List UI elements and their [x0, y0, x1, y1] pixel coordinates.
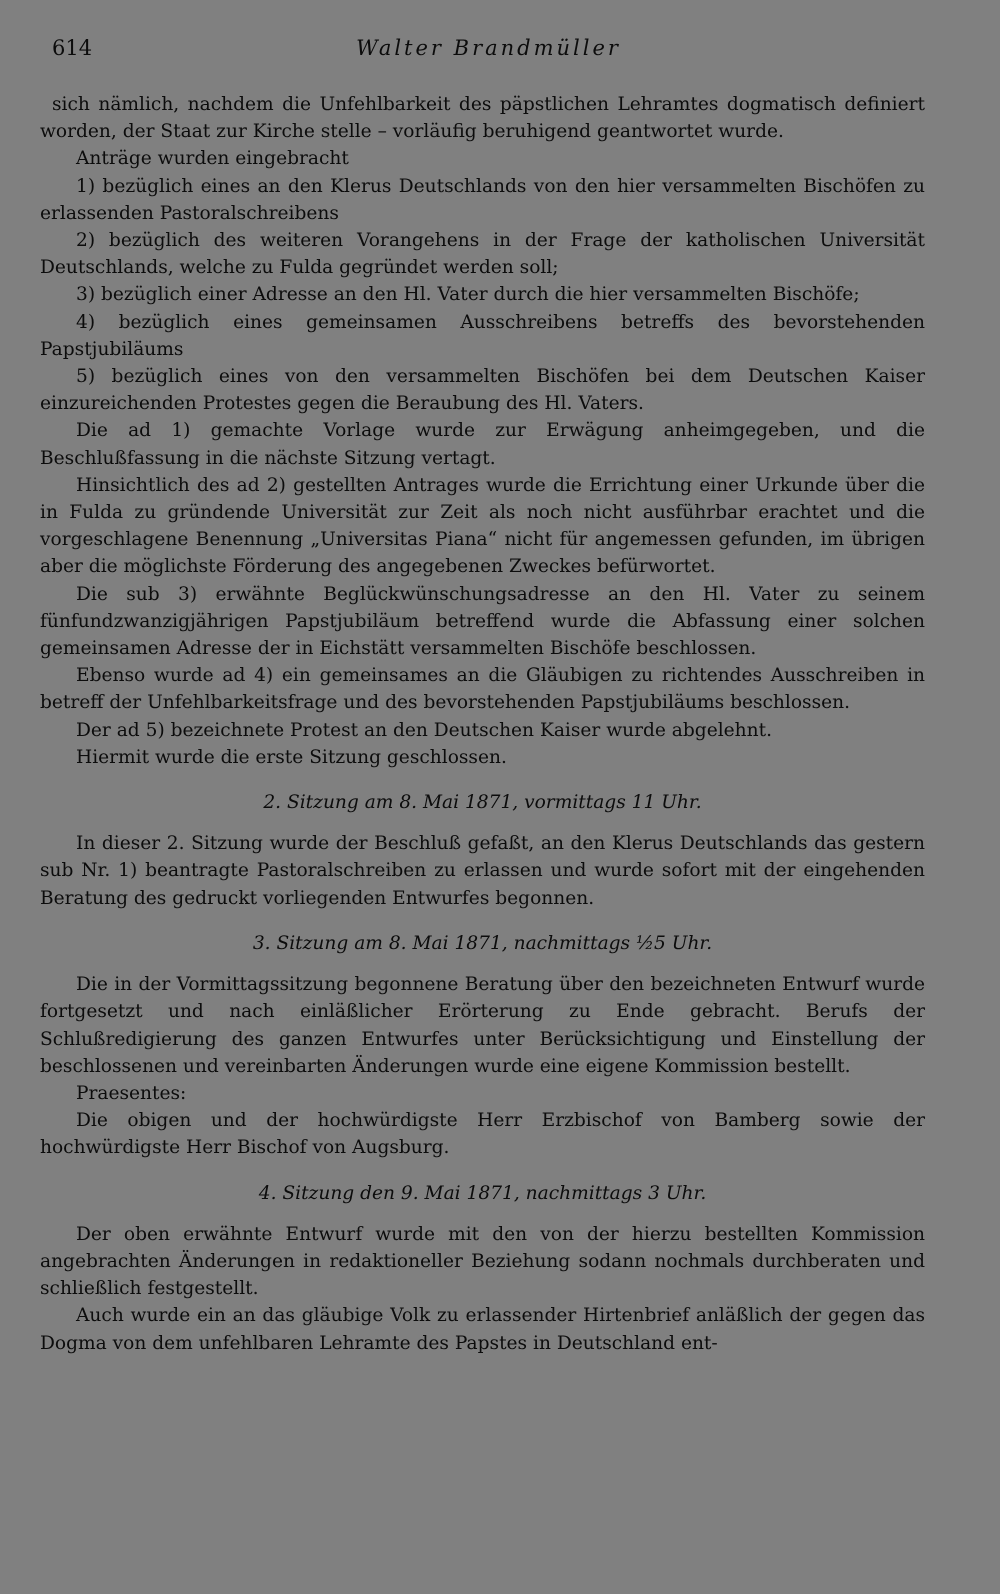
paragraph: Die in der Vormittagssitzung begonnene Beratung über den bezeichneten Entwurf wurde fortgesetzt und nach einläßlicher Erörterung zu Ende gebracht. Berufs der Schlußredigierung des ganzen Entwurfes unter Berücksichtigung und Einstellung der beschlossenen und vereinbarten Änderungen wurde eine eigene Kommission bestellt. [40, 974, 925, 1077]
body-text [40, 91, 925, 1357]
page-number: 614 [52, 36, 93, 60]
list-item: 4) bezüglich eines gemeinsamen Ausschreibens betreffs des bevorstehenden Papstjubiläums [40, 311, 925, 360]
paragraph: Hinsichtlich des ad 2) gestellten Antrages wurde die Errichtung einer Urkunde über die in Fulda zu gründende Universität zur Zeit als noch nicht ausführbar erachtet und die vorgeschlagene Benennung „Universitas Piana“ nicht für angemessen gefunden, im übrigen aber die möglichste Förderung des angegebenen Zweckes befürwortet. [40, 474, 925, 578]
list-item: 5) bezüglich eines von den versammelten Bischöfen bei dem Deutschen Kaiser einzureichenden Protestes gegen die Beraubung des Hl. Vaters. [40, 366, 925, 415]
paragraph: sich nämlich, nachdem die Unfehlbarkeit des päpstlichen Lehramtes dogmatisch definiert worden, der Staat zur Kirche stelle – vorläufig beruhigend geantwortet wurde. [40, 94, 925, 143]
paragraph: Praesentes: [76, 1082, 187, 1104]
running-head: Walter Brandmüller [356, 36, 621, 60]
paragraph: Die obigen und der hochwürdigste Herr Erzbischof von Bamberg sowie der hochwürdigste Herr Bischof von Augsburg. [40, 1110, 925, 1159]
section-heading: 4. Sitzung den 9. Mai 1871, nachmittags 3 Uhr. [258, 1182, 707, 1204]
list-item: 1) bezüglich eines an den Klerus Deutschlands von den hier versammelten Bischöfen zu erlassenden Pastoralschreibens [40, 175, 925, 224]
list-item: 2) bezüglich des weiteren Vorangehens in der Frage der katholischen Universität Deutschlands, welche zu Fulda gegründet werden soll; [40, 230, 925, 279]
section-heading: 3. Sitzung am 8. Mai 1871, nachmittags ½5 Uhr. [252, 932, 713, 954]
paragraph: Ebenso wurde ad 4) ein gemeinsames an die Gläubigen zu richtendes Ausschreiben in betreff der Unfehlbarkeitsfrage und des bevorstehenden Papstjubiläums beschlossen. [40, 665, 925, 714]
paragraph: Anträge wurden eingebracht [76, 148, 349, 170]
list-item: 3) bezüglich einer Adresse an den Hl. Vater durch die hier versammelten Bischöfe; [76, 284, 860, 306]
paragraph: Der oben erwähnte Entwurf wurde mit den von der hierzu bestellten Kommission angebrachten Änderungen in redaktioneller Beziehung sodann nochmals durchberaten und schließlich festgestellt. [40, 1223, 925, 1300]
paragraph: In dieser 2. Sitzung wurde der Beschluß gefaßt, an den Klerus Deutschlands das gestern sub Nr. 1) beantragte Pastoralschreiben zu erlassen und wurde sofort mit der eingehenden Beratung des gedruckt vorliegenden Entwurfes begonnen. [40, 833, 925, 909]
section-heading: 2. Sitzung am 8. Mai 1871, vormittags 11 Uhr. [263, 792, 702, 814]
page-header [52, 36, 925, 66]
paragraph: Der ad 5) bezeichnete Protest an den Deutschen Kaiser wurde abgelehnt. [76, 719, 772, 741]
paragraph: Auch wurde ein an das gläubige Volk zu erlassender Hirtenbrief anläßlich der gegen das Dogma von dem unfehlbaren Lehramte des Papstes in Deutschland ent- [40, 1305, 925, 1354]
paragraph: Die sub 3) erwähnte Beglückwünschungsadresse an den Hl. Vater zu seinem fünfundzwanzigjährigen Papstjubiläum betreffend wurde die Abfassung einer solchen gemeinsamen Adresse der in Eichstätt versammelten Bischöfe beschlossen. [40, 583, 925, 660]
paragraph: Die ad 1) gemachte Vorlage wurde zur Erwägung anheimgegeben, und die Beschlußfassung in die nächste Sitzung vertagt. [40, 420, 925, 469]
document-page [40, 0, 925, 1594]
paragraph: Hiermit wurde die erste Sitzung geschlossen. [76, 746, 507, 768]
